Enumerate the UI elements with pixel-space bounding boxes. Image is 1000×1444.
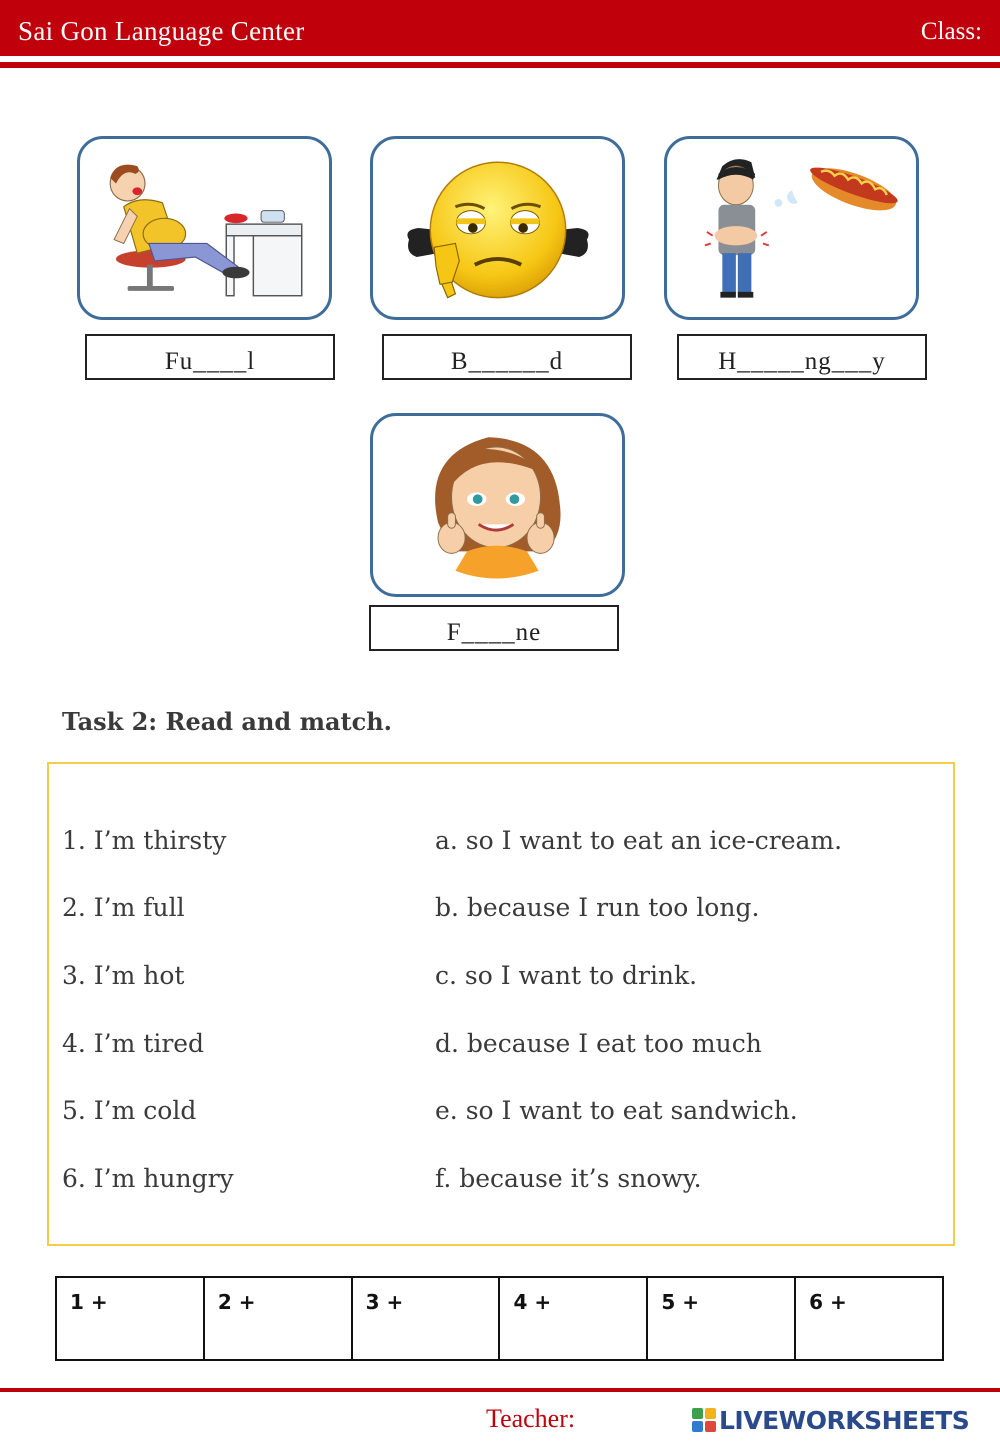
word-box-hungry[interactable] [677, 334, 927, 380]
smiling-girl-thumbs-up-image [373, 416, 622, 594]
word-full: Fu____l [164, 348, 256, 375]
match-left-item[interactable]: 5. I’m cold [62, 1096, 197, 1125]
match-right-item[interactable]: d. because I eat too much [435, 1029, 762, 1058]
picture-card-fine [370, 413, 625, 597]
match-right-item[interactable]: a. so I want to eat an ice-cream. [435, 826, 843, 855]
answer-cell-4[interactable]: 4 + [499, 1277, 647, 1360]
match-right-item[interactable]: b. because I run too long. [435, 893, 760, 922]
liveworksheets-logo [692, 1404, 969, 1436]
brand-name: LIVEWORKSHEETS [719, 1405, 970, 1435]
footer-divider [0, 1388, 1000, 1392]
teacher-label: Teacher: [486, 1404, 576, 1433]
header-bar [0, 0, 1000, 56]
picture-card-hungry [664, 136, 919, 320]
match-right-item[interactable]: e. so I want to eat sandwich. [435, 1096, 798, 1125]
answer-row [56, 1277, 943, 1360]
match-right-item[interactable]: f. because it’s snowy. [435, 1164, 702, 1193]
word-hungry: H_____ng___y [718, 348, 886, 375]
word-box-fine[interactable] [369, 605, 619, 651]
match-left-item[interactable]: 4. I’m tired [62, 1029, 205, 1058]
answer-cell-2[interactable]: 2 + [204, 1277, 352, 1360]
match-left-item[interactable]: 6. I’m hungry [62, 1164, 234, 1193]
picture-card-full [77, 136, 332, 320]
answer-table [55, 1276, 944, 1361]
task2-title: Task 2: Read and match. [62, 707, 393, 736]
thumbs-down-emoji-image [373, 139, 622, 317]
center-name: Sai Gon Language Center [18, 16, 305, 46]
header-divider [0, 62, 1000, 68]
word-box-full[interactable] [85, 334, 335, 380]
word-bad: B______d [450, 348, 564, 375]
match-left-item[interactable]: 2. I’m full [62, 893, 185, 922]
class-label: Class: [920, 18, 982, 45]
word-fine: F____ne [446, 619, 542, 646]
answer-cell-1[interactable]: 1 + [56, 1277, 204, 1360]
match-left-item[interactable]: 3. I’m hot [62, 961, 185, 990]
match-right-item[interactable]: c. so I want to drink. [435, 961, 698, 990]
word-box-bad[interactable] [382, 334, 632, 380]
overeating-man-image [80, 139, 329, 317]
answer-cell-3[interactable]: 3 + [352, 1277, 500, 1360]
match-left-item[interactable]: 1. I’m thirsty [62, 826, 227, 855]
hungry-boy-hotdog-image [667, 139, 916, 317]
answer-cell-5[interactable]: 5 + [647, 1277, 795, 1360]
answer-cell-6[interactable]: 6 + [795, 1277, 943, 1360]
liveworksheets-logo-icon [692, 1408, 716, 1432]
picture-card-bad [370, 136, 625, 320]
